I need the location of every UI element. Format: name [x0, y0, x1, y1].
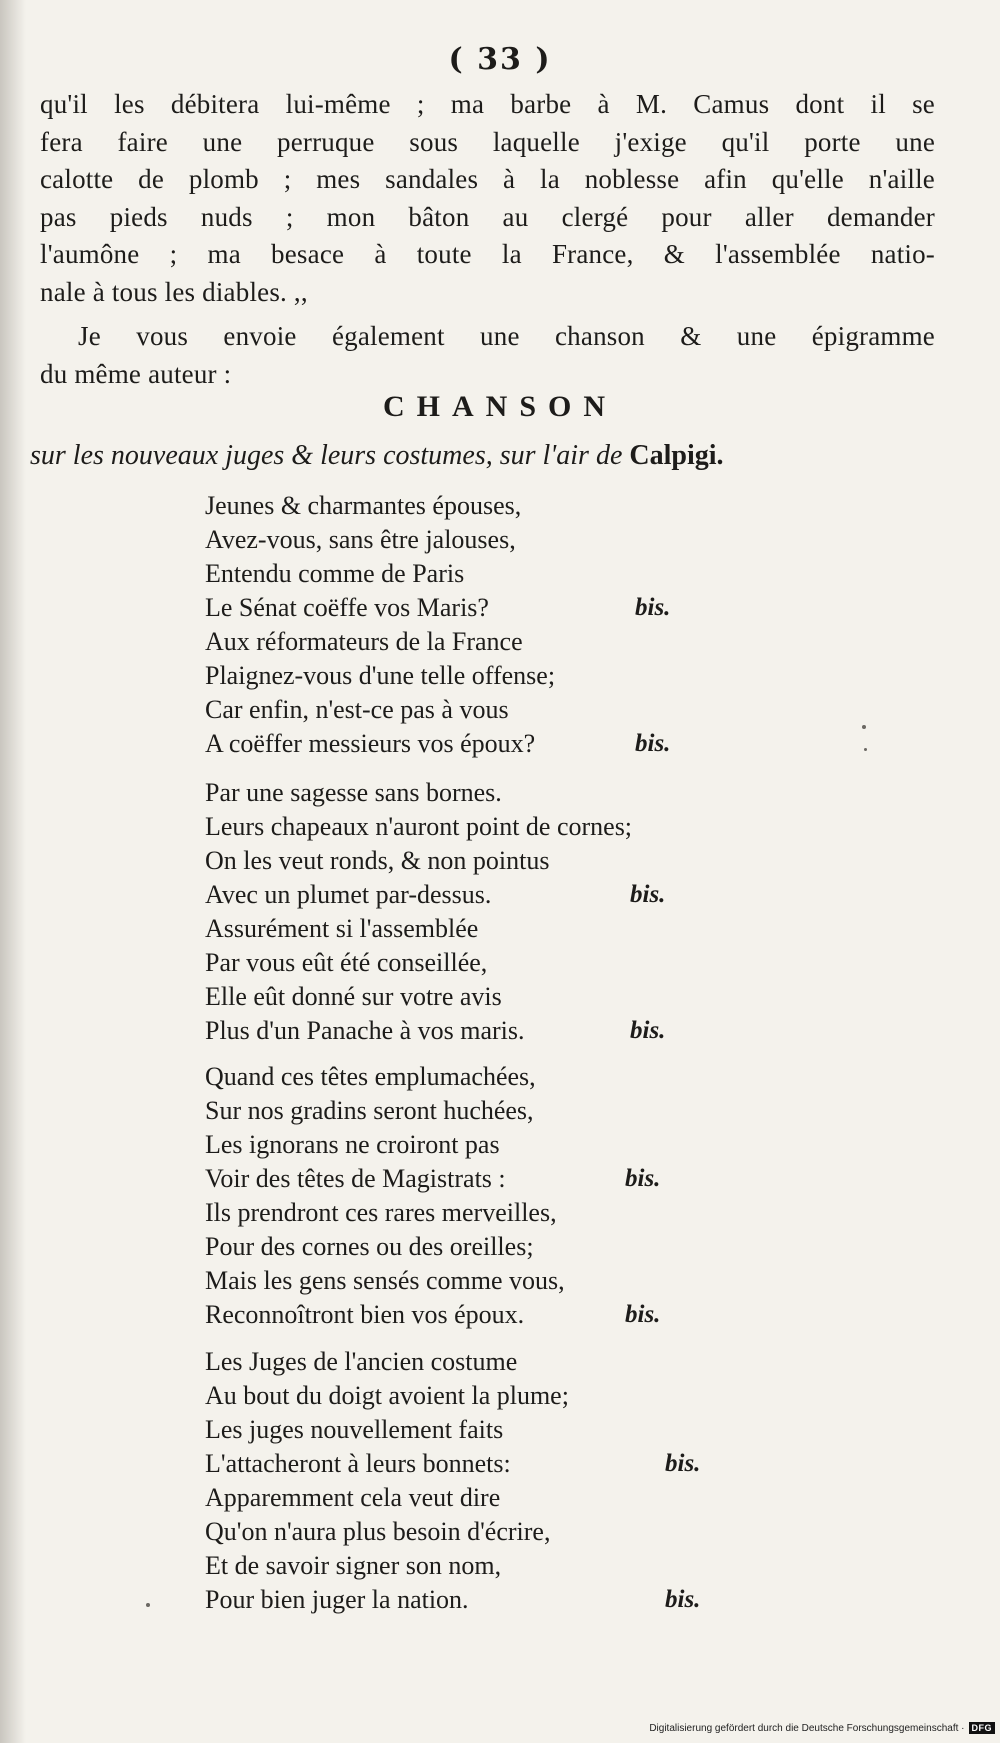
verse-line [205, 1298, 845, 1332]
verse-line [205, 1094, 845, 1128]
refrain-mark: bis. [665, 1450, 701, 1477]
verse-text: Avez-vous, sans être jalouses, [205, 525, 516, 554]
refrain-mark: bis. [635, 730, 671, 757]
verse-text: Par vous eût été conseillée, [205, 948, 488, 977]
paragraph-line: pas pieds nuds ; mon bâton au clergé pour aller demander [40, 201, 935, 232]
verse-line [205, 946, 845, 980]
song-subtitle-text: sur les nouveaux juges & leurs costumes, sur l'air de [30, 440, 623, 471]
verse-line [205, 1264, 845, 1298]
verse-line [205, 1230, 845, 1264]
verse-line [205, 878, 845, 912]
paper-speck [862, 725, 866, 729]
verse-text: Elle eût donné sur votre avis [205, 982, 502, 1011]
verse-line [205, 1583, 845, 1617]
song-title: CHANSON [382, 390, 617, 423]
verse-text: Mais les gens sensés comme vous, [205, 1266, 565, 1295]
song-subtitle [30, 440, 935, 472]
verse-text: Plus d'un Panache à vos maris. [205, 1016, 525, 1045]
verse-text: Et de savoir signer son nom, [205, 1551, 502, 1580]
stanza-3 [205, 1060, 845, 1332]
stanza-2 [205, 776, 845, 1048]
verse-line [205, 1196, 845, 1230]
dfg-logo: DFG [969, 1722, 996, 1734]
refrain-mark: bis. [630, 1017, 666, 1044]
digitization-footer [640, 1718, 995, 1738]
verse-text: Le Sénat coëffe vos Maris? [205, 593, 489, 622]
verse-line [205, 1162, 845, 1196]
verse-line [205, 1345, 845, 1379]
verse-text: Au bout du doigt avoient la plume; [205, 1381, 569, 1410]
verse-line [205, 1379, 845, 1413]
refrain-mark: bis. [635, 594, 671, 621]
verse-text: Ils prendront ces rares merveilles, [205, 1198, 557, 1227]
verse-text: Les Juges de l'ancien costume [205, 1347, 518, 1376]
verse-text: Pour des cornes ou des oreilles; [205, 1232, 534, 1261]
binding-shadow [0, 0, 26, 1743]
verse-text: Par une sagesse sans bornes. [205, 778, 502, 807]
verse-line [205, 659, 845, 693]
stanza-4 [205, 1345, 845, 1617]
verse-line [205, 1515, 845, 1549]
verse-line [205, 844, 845, 878]
verse-text: Plaignez-vous d'une telle offense; [205, 661, 556, 690]
verse-line [205, 810, 845, 844]
verse-text: Avec un plumet par-dessus. [205, 880, 492, 909]
verse-line [205, 1447, 845, 1481]
verse-text: Apparemment cela veut dire [205, 1483, 501, 1512]
verse-line [205, 1060, 845, 1094]
footer-text: Digitalisierung gefördert durch die Deutsche Forschungsgemeinschaft · [649, 1722, 965, 1734]
verse-line [205, 980, 845, 1014]
refrain-mark: bis. [625, 1301, 661, 1328]
verse-line [205, 1413, 845, 1447]
verse-text: Quand ces têtes emplumachées, [205, 1062, 536, 1091]
verse-line [205, 489, 845, 523]
refrain-mark: bis. [625, 1165, 661, 1192]
verse-line [205, 1549, 845, 1583]
verse-text: Assurément si l'assemblée [205, 914, 479, 943]
verse-line [205, 727, 845, 761]
verse-line [205, 776, 845, 810]
verse-text: Les juges nouvellement faits [205, 1415, 504, 1444]
paper-speck [146, 1603, 150, 1607]
refrain-mark: bis. [665, 1586, 701, 1613]
page-number: ( 33 ) [448, 42, 552, 77]
verse-text: On les veut ronds, & non pointus [205, 846, 550, 875]
paragraph-line: du même auteur : [40, 358, 232, 389]
paragraph-line: calotte de plomb ; mes sandales à la noblesse afin qu'elle n'aille [40, 164, 935, 194]
verse-line [205, 912, 845, 946]
verse-text: Aux réformateurs de la France [205, 627, 523, 656]
paragraph-2 [40, 318, 935, 393]
verse-text: Entendu comme de Paris [205, 559, 465, 588]
verse-line [205, 1481, 845, 1515]
verse-text: Car enfin, n'est-ce pas à vous [205, 695, 509, 724]
verse-text: Qu'on n'aura plus besoin d'écrire, [205, 1517, 551, 1546]
verse-text: Jeunes & charmantes épouses, [205, 491, 522, 520]
paragraph-1 [40, 86, 935, 311]
verse-line [205, 591, 845, 625]
verse-line [205, 523, 845, 557]
verse-text: Reconnoîtront bien vos époux. [205, 1300, 525, 1329]
verse-text: Voir des têtes de Magistrats : [205, 1164, 506, 1193]
verse-text: Sur nos gradins seront huchées, [205, 1096, 534, 1125]
verse-line [205, 557, 845, 591]
refrain-mark: bis. [630, 881, 666, 908]
verse-text: Pour bien juger la nation. [205, 1585, 469, 1614]
air-name: Calpigi. [629, 440, 724, 471]
paper-speck [864, 748, 867, 751]
paragraph-line: fera faire une perruque sous laquelle j'exige qu'il porte une [40, 126, 935, 157]
verse-text: A coëffer messieurs vos époux? [205, 729, 536, 758]
verse-line [205, 1014, 845, 1048]
paragraph-line: Je vous envoie également une chanson & une épigramme [78, 321, 935, 351]
paragraph-line: l'aumône ; ma besace à toute la France, & l'assemblée natio- [40, 239, 935, 269]
verse-line [205, 693, 845, 727]
stanza-1 [205, 489, 845, 761]
verse-text: Leurs chapeaux n'auront point de cornes; [205, 812, 633, 841]
verse-line [205, 1128, 845, 1162]
paragraph-line: qu'il les débitera lui-même ; ma barbe à M. Camus dont il se [40, 89, 935, 119]
verse-line [205, 625, 845, 659]
verse-text: Les ignorans ne croiront pas [205, 1130, 500, 1159]
paragraph-line: nale à tous les diables. ,, [40, 276, 308, 307]
verse-text: L'attacheront à leurs bonnets: [205, 1449, 511, 1478]
